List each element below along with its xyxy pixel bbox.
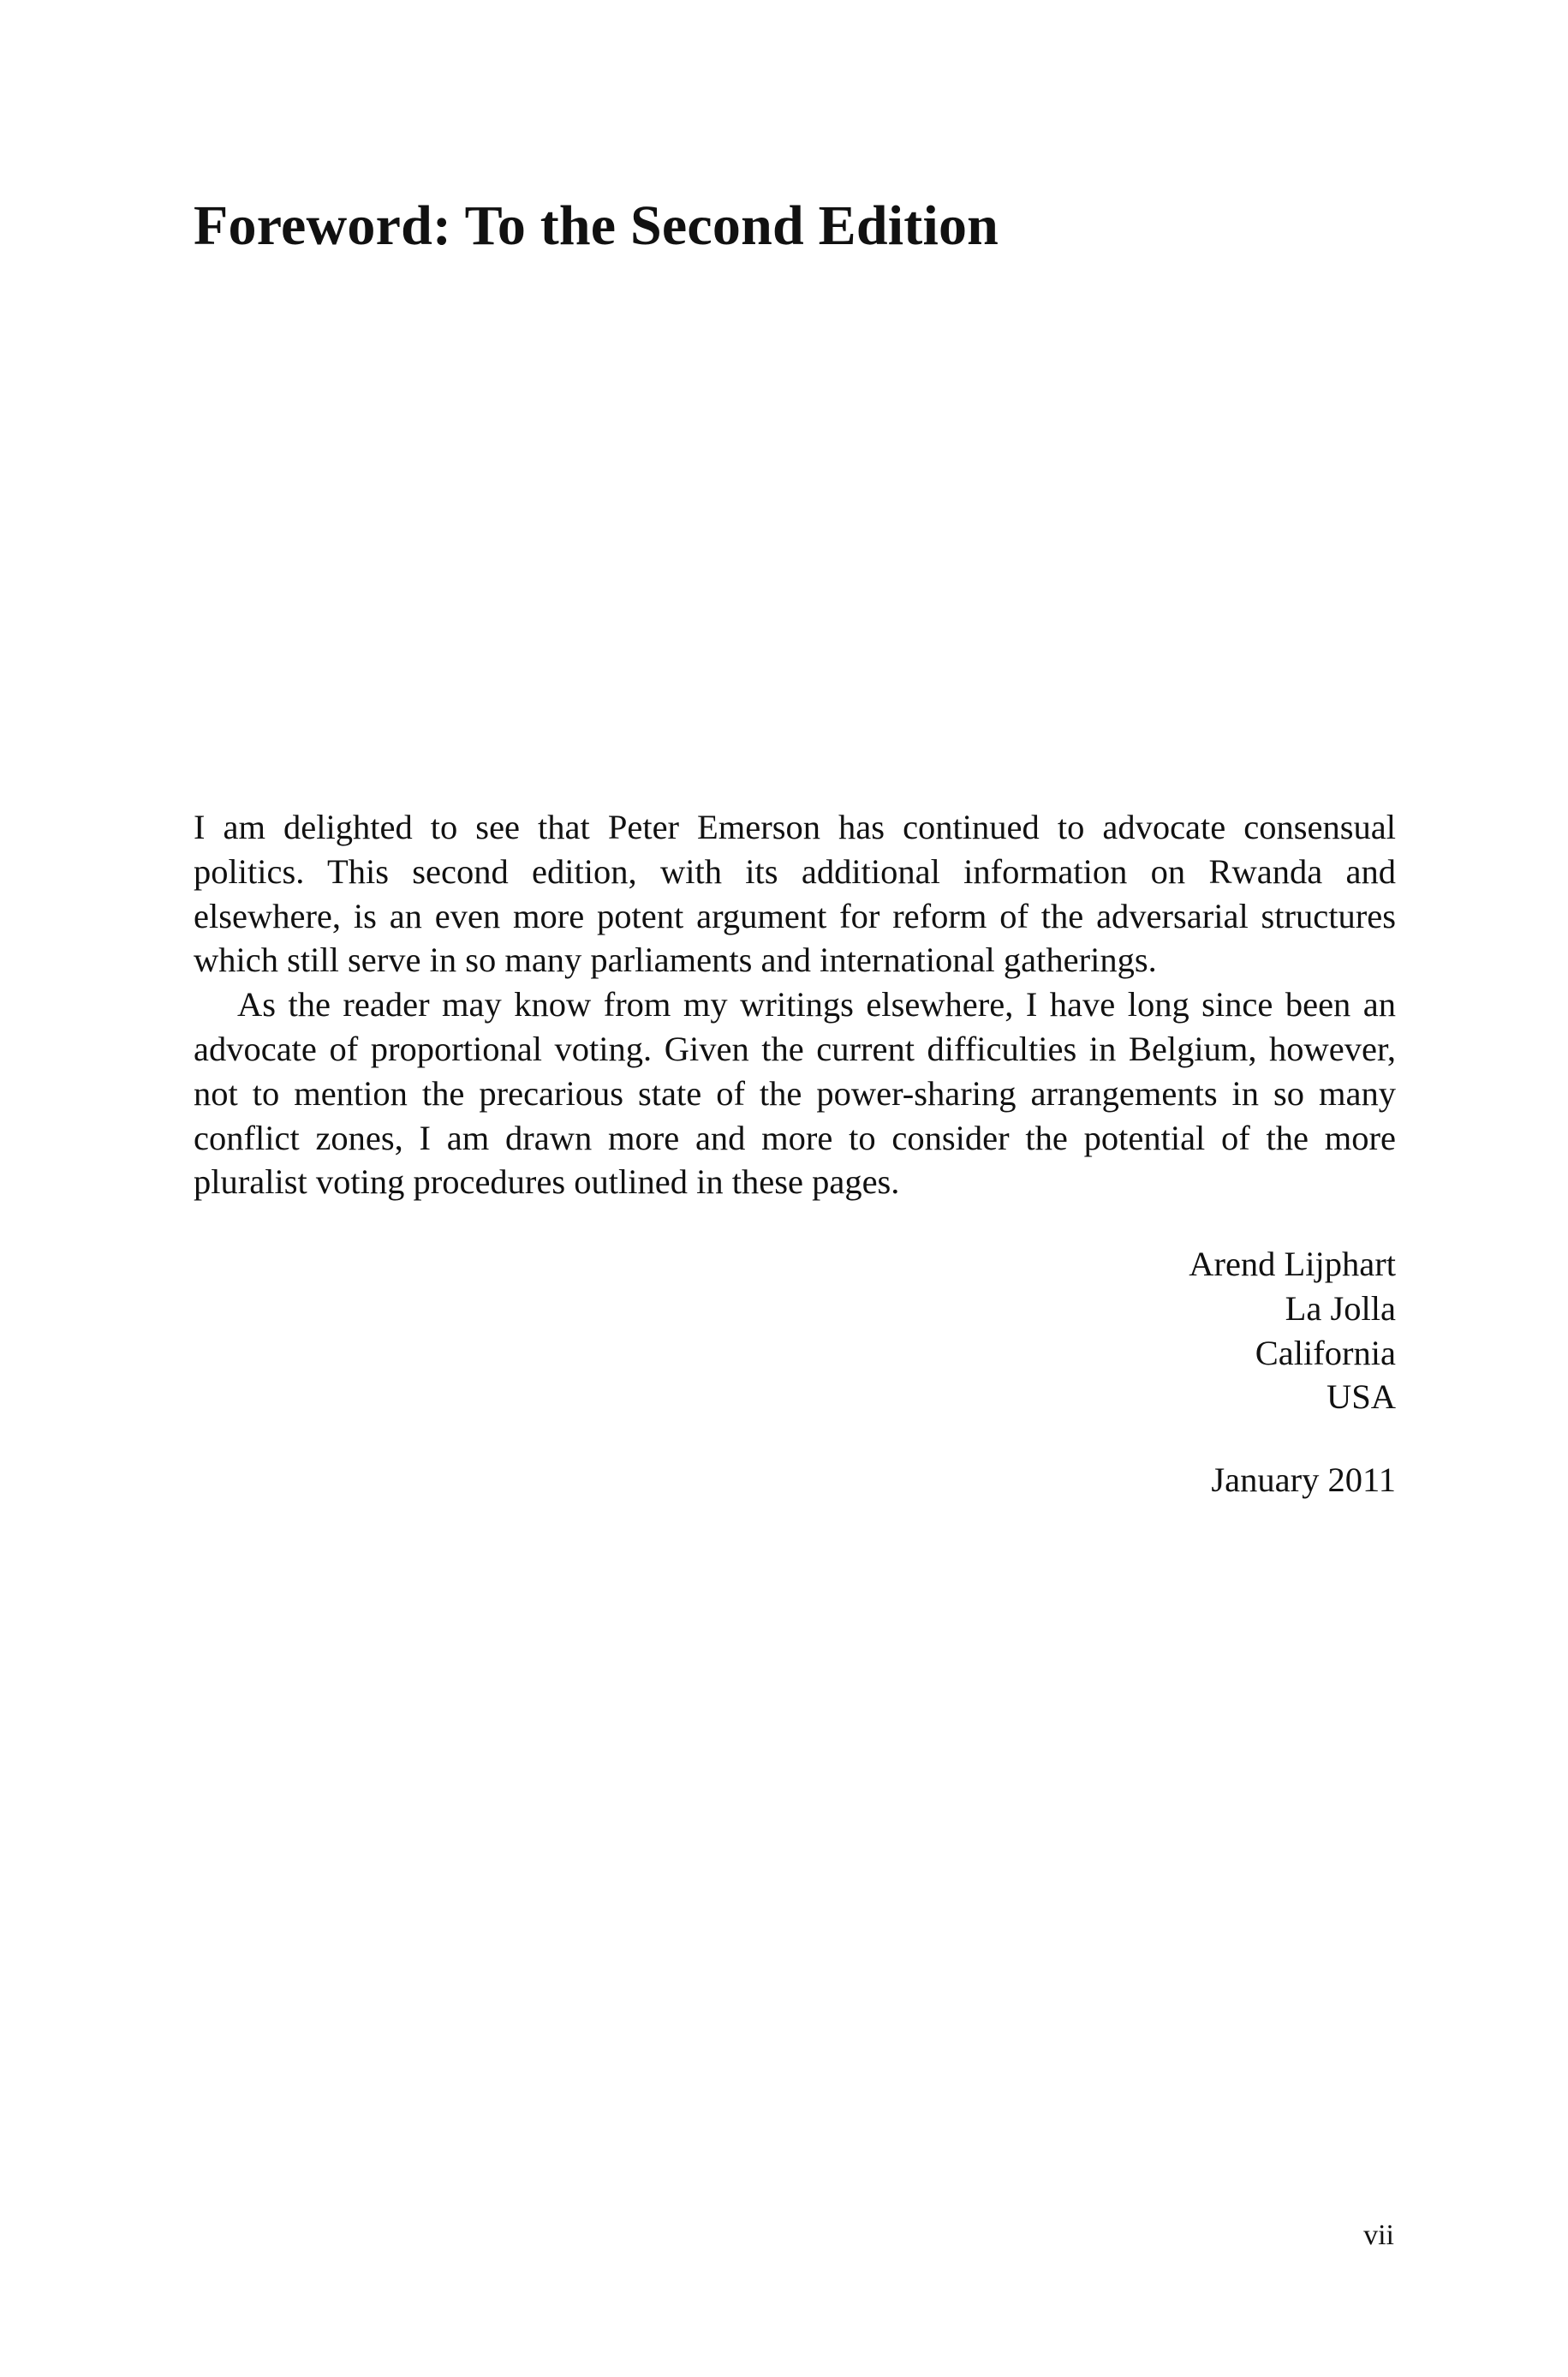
paragraph-2: As the reader may know from my writings elsewhere, I have long since been an advocate of proportional voting. Given the current difficulties in Belgium, however, not to mention the precarious state of the power-sharing arrangements in so many conflict zones, I am drawn more and more to consider the potential of the more pluralist voting procedures outlined in these pages.	[194, 985, 1396, 1202]
author-name: Arend Lijphart	[1189, 1245, 1396, 1283]
author-country: USA	[1326, 1377, 1396, 1417]
signature-block	[1189, 1242, 1396, 1419]
paragraph-1: I am delighted to see that Peter Emerson has continued to advocate consensual politics. This second edition, with its additional information on Rwanda and elsewhere, is an even more potent argument for reform of the adversarial structures which still serve in so many parliaments and international gatherings.	[194, 808, 1396, 980]
foreword-date: January 2011	[1211, 1460, 1396, 1499]
page-title: Foreword: To the Second Edition	[194, 194, 999, 257]
author-city: La Jolla	[1285, 1288, 1396, 1328]
page-number: vii	[1363, 2219, 1394, 2251]
foreword-body	[194, 805, 1396, 1204]
author-state: California	[1255, 1333, 1396, 1372]
